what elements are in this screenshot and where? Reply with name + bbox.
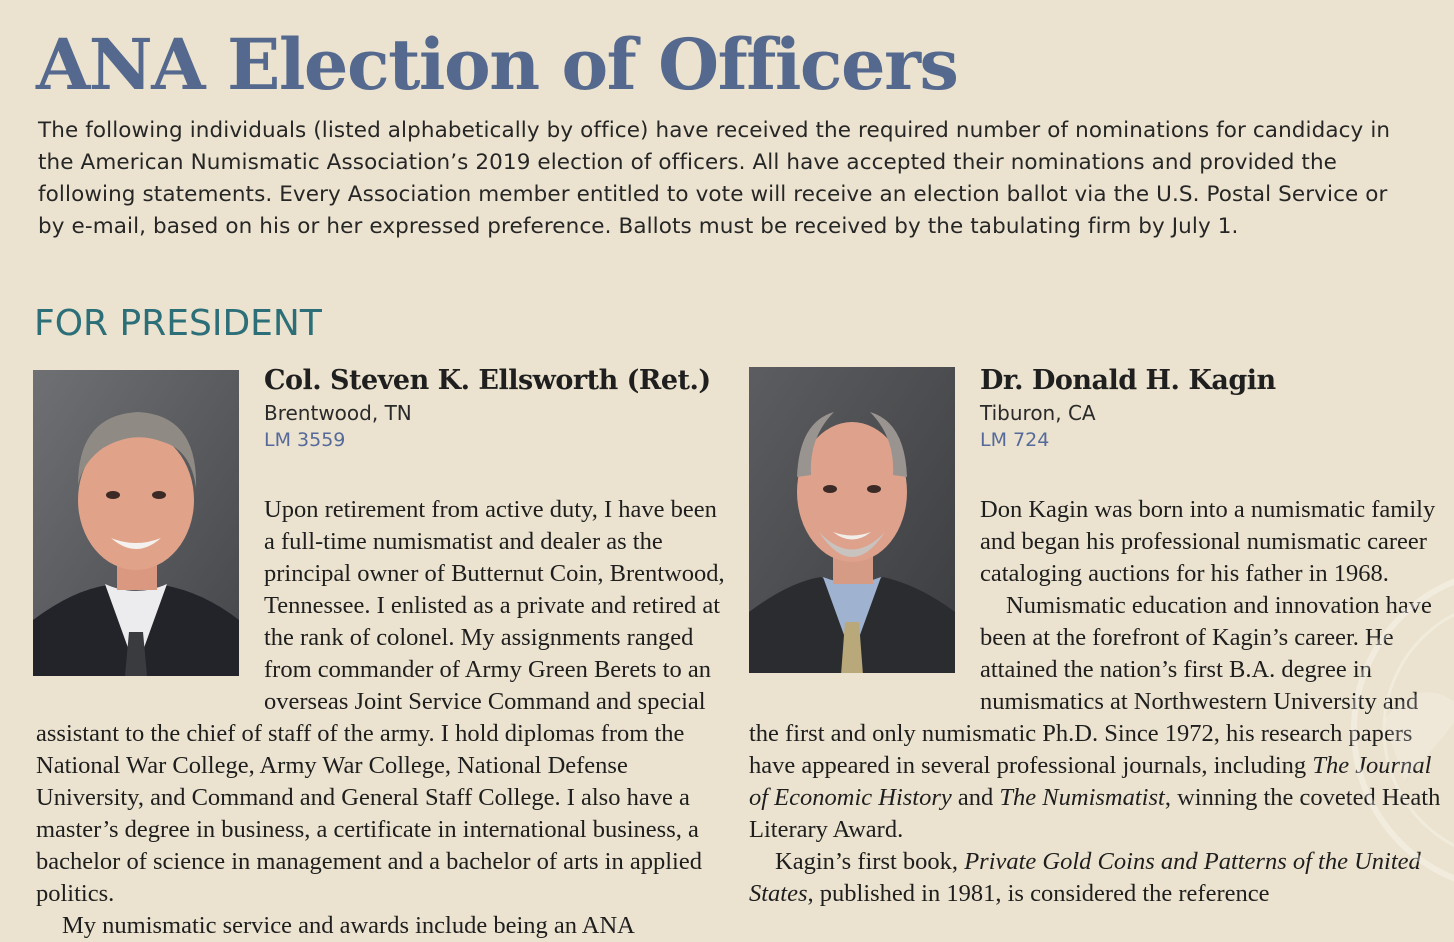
- bio-paragraph: [749, 846, 1441, 910]
- candidate-membership: LM 724: [980, 429, 1050, 451]
- book-title: Private Gold Coins and Patterns of the United States: [749, 848, 1421, 907]
- candidate-header-ellsworth: [264, 362, 711, 453]
- candidate-membership: LM 3559: [264, 429, 346, 451]
- bio-text: Numismatic education and innovation have been at the forefront of Kagin’s career. He attained the nation’s first B.A. degree in numismatics at Northwestern University and the first and only numismatic Ph.D. Since 1972, his research papers have appeared in several professional journals, including: [749, 592, 1432, 779]
- journal-title: The Numismatist: [999, 784, 1165, 811]
- bio-text: Kagin’s first book,: [775, 848, 959, 875]
- journal-title: The Journal of Economic History: [749, 752, 1432, 811]
- bio-text: , published in 1981, is considered the reference: [807, 880, 1270, 907]
- bio-text: , winning the coveted Heath Literary Award.: [749, 784, 1441, 843]
- candidate-bio-kagin: [749, 494, 1441, 910]
- page-title: ANA Election of Officers: [36, 23, 958, 106]
- bio-paragraph: Upon retirement from active duty, I have been a full-time numismatist and dealer as the principal owner of Butternut Coin, Brentwood, Tennessee. I enlisted as a private and retired at the rank of colonel. My assignments ranged from commander of Army Green Berets to an overseas Joint Service Command and special assistant to the chief of staff of the army. I hold diplomas from the National War College, Army War College, National Defense University, and Command and General Staff College. I also have a master’s degree in business, a certificate in international business, a bachelor of science in management and a bachelor of arts in applied politics.: [36, 496, 725, 907]
- bio-paragraph: My numismatic service and awards include being an ANA: [62, 912, 635, 939]
- candidate-header-kagin: [980, 362, 1276, 453]
- candidate-name: Dr. Donald H. Kagin: [980, 365, 1276, 396]
- decorative-emblem-icon: [1344, 520, 1454, 940]
- bio-text: and: [957, 784, 994, 811]
- candidate-location: Tiburon, CA: [980, 401, 1096, 425]
- intro-paragraph: The following individuals (listed alphabetically by office) have received the required number of nominations for candidacy in the American Numismatic Association’s 2019 election of officers. All have accepted their nominations and provided the following statements. Every Association member entitled to vote will receive an election ballot via the U.S. Postal Service or by e-mail, based on his or her expressed preference. Ballots must be received by the tabulating firm by July 1.: [38, 118, 1391, 239]
- bio-paragraph: Don Kagin was born into a numismatic family and began his professional numismatic career cataloging auctions for his father in 1968.: [980, 496, 1436, 587]
- candidate-location: Brentwood, TN: [264, 401, 412, 425]
- candidate-name: Col. Steven K. Ellsworth (Ret.): [264, 365, 711, 396]
- section-heading-president: FOR PRESIDENT: [34, 303, 322, 344]
- candidate-bio-ellsworth: [36, 494, 726, 942]
